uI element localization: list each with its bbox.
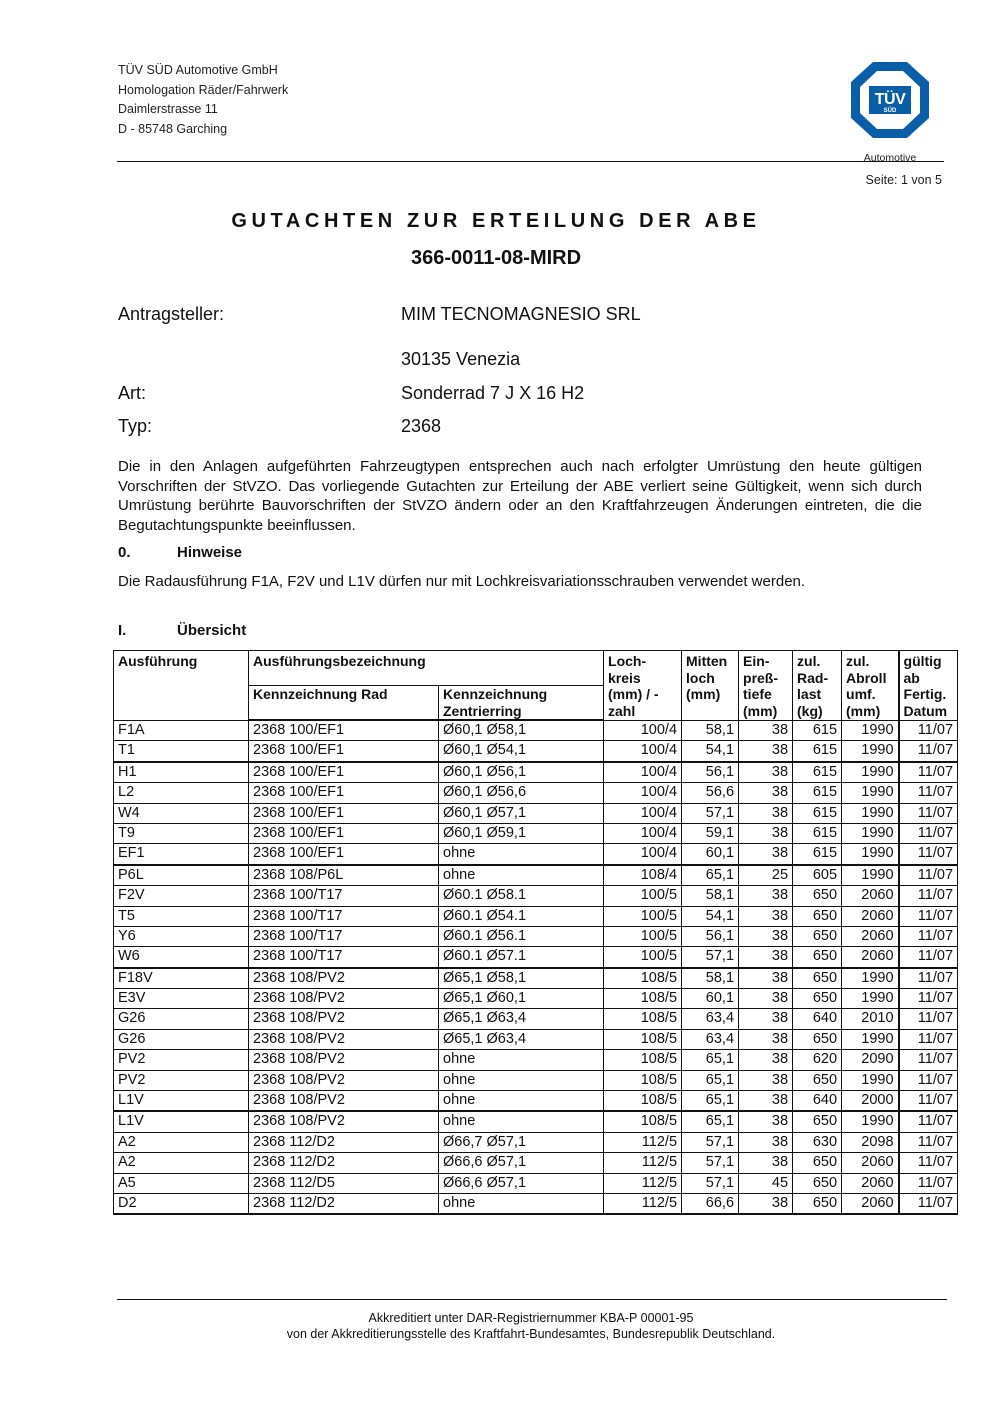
intro-paragraph: Die in den Anlagen aufgeführten Fahrzeugtypen entsprechen auch nach erfolgter Umrüstung den heute gültigen Vorschriften der StVZO. Das vorliegende Gutachten zur Erteilung der ABE verliert seine Gültigkeit, wenn sich durch Umrüstung berührte Bauvorschriften der StVZO ändern oder an den Kraftfahrzeugen Änderungen eintreten, die die Begutachtungspunkte beeinflussen. [118,458,922,534]
typ-value: 2368 [401,416,442,436]
cell-mittenloch: 58,1 [682,720,739,741]
cell-ausfuehrung: F1A [114,720,249,741]
cell-einpresstiefe: 38 [739,989,793,1009]
cell-kennzeichnung-rad: 2368 108/PV2 [249,1050,439,1070]
table-row [114,1070,958,1090]
cell-kennzeichnung-zentrierring: Ø65,1 Ø58,1 [439,968,604,989]
cell-mittenloch: 57,1 [682,1153,739,1173]
cell-mittenloch: 66,6 [682,1193,739,1214]
footer-accreditation: Akkreditiert unter DAR-Registriernummer KBA-P 00001-95 [368,1311,694,1325]
cell-abrollumfang: 1990 [842,803,899,823]
cell-mittenloch: 56,6 [682,783,739,803]
cell-einpresstiefe: 38 [739,823,793,843]
cell-lochkreis: 100/5 [604,926,682,946]
cell-einpresstiefe: 38 [739,968,793,989]
cell-abrollumfang: 1990 [842,720,899,741]
table-row [114,720,958,741]
cell-einpresstiefe: 38 [739,762,793,783]
cell-radlast: 650 [793,1153,842,1173]
cell-gueltig: 11/07 [899,1070,958,1090]
col-header-abrollumfang: zul. Abroll umf. (mm) [842,651,899,721]
cell-radlast: 650 [793,926,842,946]
cell-lochkreis: 108/5 [604,1029,682,1049]
cell-lochkreis: 108/5 [604,1050,682,1070]
cell-einpresstiefe: 38 [739,1193,793,1214]
cell-abrollumfang: 2090 [842,1050,899,1070]
address-line: TÜV SÜD Automotive GmbH [118,63,278,77]
table-row [114,1173,958,1193]
cell-kennzeichnung-rad: 2368 108/PV2 [249,968,439,989]
cell-kennzeichnung-zentrierring: Ø60.1 Ø56.1 [439,926,604,946]
cell-mittenloch: 54,1 [682,906,739,926]
cell-kennzeichnung-zentrierring: Ø66,7 Ø57,1 [439,1132,604,1152]
cell-radlast: 615 [793,803,842,823]
cell-mittenloch: 65,1 [682,1111,739,1132]
cell-abrollumfang: 1990 [842,968,899,989]
cell-radlast: 650 [793,989,842,1009]
cell-ausfuehrung: E3V [114,989,249,1009]
cell-mittenloch: 57,1 [682,1173,739,1193]
cell-radlast: 650 [793,947,842,968]
svg-text:TÜV: TÜV [874,91,906,108]
table-row [114,906,958,926]
cell-lochkreis: 108/5 [604,968,682,989]
cell-kennzeichnung-zentrierring: Ø60,1 Ø58,1 [439,720,604,741]
col-header-kennzeichnung-rad: Kennzeichnung Rad [249,686,439,721]
cell-mittenloch: 56,1 [682,926,739,946]
cell-einpresstiefe: 38 [739,720,793,741]
cell-gueltig: 11/07 [899,1132,958,1152]
cell-kennzeichnung-zentrierring: ohne [439,1091,604,1112]
table-row [114,968,958,989]
cell-radlast: 615 [793,823,842,843]
cell-kennzeichnung-rad: 2368 108/PV2 [249,989,439,1009]
cell-lochkreis: 100/4 [604,823,682,843]
cell-radlast: 650 [793,968,842,989]
cell-gueltig: 11/07 [899,741,958,762]
table-row [114,1009,958,1029]
address-line: Daimlerstrasse 11 [118,102,218,116]
cell-kennzeichnung-rad: 2368 100/EF1 [249,762,439,783]
address-line: D - 85748 Garching [118,121,228,136]
cell-einpresstiefe: 38 [739,906,793,926]
cell-mittenloch: 65,1 [682,1050,739,1070]
cell-radlast: 650 [793,1111,842,1132]
cell-ausfuehrung: PV2 [114,1050,249,1070]
cell-lochkreis: 100/4 [604,803,682,823]
table-row [114,886,958,906]
section-number: I. [118,622,127,639]
cell-einpresstiefe: 38 [739,1132,793,1152]
cell-gueltig: 11/07 [899,1173,958,1193]
section-number: 0. [118,544,131,561]
cell-abrollumfang: 2098 [842,1132,899,1152]
cell-gueltig: 11/07 [899,906,958,926]
cell-ausfuehrung: A5 [114,1173,249,1193]
table-row [114,762,958,783]
cell-mittenloch: 57,1 [682,947,739,968]
col-header-kennzeichnung-zentrierring: Kennzeichnung Zentrierring [439,686,604,721]
cell-kennzeichnung-rad: 2368 108/PV2 [249,1029,439,1049]
cell-kennzeichnung-rad: 2368 100/T17 [249,947,439,968]
cell-einpresstiefe: 38 [739,886,793,906]
cell-lochkreis: 112/5 [604,1193,682,1214]
cell-abrollumfang: 1990 [842,1111,899,1132]
cell-kennzeichnung-rad: 2368 112/D2 [249,1153,439,1173]
cell-kennzeichnung-zentrierring: Ø60.1 Ø54.1 [439,906,604,926]
cell-abrollumfang: 2060 [842,1193,899,1214]
cell-lochkreis: 112/5 [604,1132,682,1152]
document-number: 366-0011-08-MIRD [410,247,582,269]
cell-mittenloch: 57,1 [682,803,739,823]
cell-kennzeichnung-zentrierring: Ø60,1 Ø54,1 [439,741,604,762]
cell-lochkreis: 108/5 [604,1070,682,1090]
cell-lochkreis: 108/5 [604,1111,682,1132]
cell-kennzeichnung-rad: 2368 100/EF1 [249,720,439,741]
cell-lochkreis: 108/4 [604,865,682,886]
cell-radlast: 640 [793,1009,842,1029]
cell-radlast: 630 [793,1132,842,1152]
cell-gueltig: 11/07 [899,968,958,989]
cell-einpresstiefe: 38 [739,803,793,823]
cell-kennzeichnung-zentrierring: Ø65,1 Ø63,4 [439,1009,604,1029]
cell-einpresstiefe: 38 [739,1009,793,1029]
cell-ausfuehrung: T1 [114,741,249,762]
cell-gueltig: 11/07 [899,803,958,823]
cell-kennzeichnung-zentrierring: Ø65,1 Ø60,1 [439,989,604,1009]
cell-mittenloch: 56,1 [682,762,739,783]
table-row [114,1111,958,1132]
cell-lochkreis: 100/4 [604,844,682,865]
cell-ausfuehrung: H1 [114,762,249,783]
cell-kennzeichnung-zentrierring: Ø60,1 Ø59,1 [439,823,604,843]
cell-abrollumfang: 2060 [842,906,899,926]
cell-einpresstiefe: 25 [739,865,793,886]
header-divider [117,161,944,162]
art-label: Art: [118,383,147,403]
cell-abrollumfang: 1990 [842,741,899,762]
cell-abrollumfang: 2060 [842,1153,899,1173]
table-row [114,947,958,968]
cell-lochkreis: 112/5 [604,1153,682,1173]
cell-radlast: 615 [793,720,842,741]
cell-kennzeichnung-zentrierring: ohne [439,844,604,865]
typ-label: Typ: [118,416,153,436]
cell-mittenloch: 59,1 [682,823,739,843]
table-row [114,1091,958,1112]
applicant-label: Antragsteller: [118,304,225,324]
cell-radlast: 650 [793,1029,842,1049]
col-header-gueltig: gültig ab Fertig. Datum [899,651,958,721]
cell-lochkreis: 100/4 [604,762,682,783]
cell-abrollumfang: 1990 [842,1029,899,1049]
page-indicator: Seite: 1 von 5 [865,173,942,187]
cell-einpresstiefe: 38 [739,1091,793,1112]
issuer-address [118,61,288,139]
cell-radlast: 615 [793,762,842,783]
cell-abrollumfang: 1990 [842,762,899,783]
cell-kennzeichnung-zentrierring: ohne [439,1050,604,1070]
cell-einpresstiefe: 38 [739,741,793,762]
cell-einpresstiefe: 38 [739,926,793,946]
cell-kennzeichnung-rad: 2368 112/D2 [249,1132,439,1152]
svg-text:SÜD: SÜD [883,108,897,114]
cell-lochkreis: 108/5 [604,989,682,1009]
cell-radlast: 620 [793,1050,842,1070]
cell-einpresstiefe: 38 [739,783,793,803]
cell-kennzeichnung-zentrierring: Ø60,1 Ø57,1 [439,803,604,823]
cell-ausfuehrung: L1V [114,1091,249,1112]
address-line: Homologation Räder/Fahrwerk [118,82,289,97]
cell-einpresstiefe: 38 [739,1050,793,1070]
tuv-octagon-icon [848,58,932,148]
table-row [114,783,958,803]
art-value: Sonderrad 7 J X 16 H2 [401,383,585,403]
cell-ausfuehrung: L1V [114,1111,249,1132]
cell-abrollumfang: 2060 [842,886,899,906]
cell-abrollumfang: 1990 [842,989,899,1009]
cell-kennzeichnung-zentrierring: Ø60,1 Ø56,1 [439,762,604,783]
cell-kennzeichnung-zentrierring: Ø60.1 Ø58.1 [439,886,604,906]
col-header-ausfuehrung: Ausführung [114,651,249,721]
cell-ausfuehrung: P6L [114,865,249,886]
cell-kennzeichnung-zentrierring: Ø60,1 Ø56,6 [439,783,604,803]
cell-gueltig: 11/07 [899,1029,958,1049]
table-row [114,803,958,823]
cell-gueltig: 11/07 [899,844,958,865]
cell-gueltig: 11/07 [899,926,958,946]
cell-kennzeichnung-rad: 2368 108/PV2 [249,1009,439,1029]
cell-radlast: 650 [793,1070,842,1090]
cell-abrollumfang: 1990 [842,783,899,803]
cell-gueltig: 11/07 [899,947,958,968]
cell-abrollumfang: 1990 [842,865,899,886]
cell-gueltig: 11/07 [899,762,958,783]
cell-ausfuehrung: PV2 [114,1070,249,1090]
overview-table [113,650,958,1215]
col-header-lochkreis: Loch- kreis (mm) / -zahl [604,651,682,721]
cell-kennzeichnung-rad: 2368 100/T17 [249,886,439,906]
cell-einpresstiefe: 38 [739,1153,793,1173]
table-row [114,1029,958,1049]
cell-kennzeichnung-rad: 2368 100/EF1 [249,823,439,843]
cell-gueltig: 11/07 [899,1050,958,1070]
cell-lochkreis: 100/5 [604,947,682,968]
cell-kennzeichnung-rad: 2368 100/EF1 [249,783,439,803]
table-row [114,1193,958,1214]
cell-einpresstiefe: 38 [739,947,793,968]
cell-einpresstiefe: 45 [739,1173,793,1193]
table-row [114,1132,958,1152]
cell-ausfuehrung: W6 [114,947,249,968]
cell-mittenloch: 65,1 [682,865,739,886]
cell-mittenloch: 54,1 [682,741,739,762]
cell-mittenloch: 57,1 [682,1132,739,1152]
cell-abrollumfang: 1990 [842,844,899,865]
cell-ausfuehrung: Y6 [114,926,249,946]
cell-abrollumfang: 1990 [842,823,899,843]
cell-ausfuehrung: EF1 [114,844,249,865]
cell-abrollumfang: 2010 [842,1009,899,1029]
cell-radlast: 640 [793,1091,842,1112]
cell-abrollumfang: 2060 [842,1173,899,1193]
cell-lochkreis: 108/5 [604,1091,682,1112]
cell-ausfuehrung: F18V [114,968,249,989]
cell-mittenloch: 63,4 [682,1029,739,1049]
cell-lochkreis: 100/4 [604,720,682,741]
cell-radlast: 615 [793,844,842,865]
cell-einpresstiefe: 38 [739,1070,793,1090]
cell-kennzeichnung-zentrierring: ohne [439,1111,604,1132]
cell-abrollumfang: 2000 [842,1091,899,1112]
cell-abrollumfang: 1990 [842,1070,899,1090]
table-row [114,823,958,843]
cell-ausfuehrung: A2 [114,1153,249,1173]
cell-einpresstiefe: 38 [739,844,793,865]
cell-mittenloch: 58,1 [682,968,739,989]
cell-ausfuehrung: F2V [114,886,249,906]
cell-einpresstiefe: 38 [739,1111,793,1132]
cell-kennzeichnung-rad: 2368 108/P6L [249,865,439,886]
cell-radlast: 650 [793,886,842,906]
cell-kennzeichnung-rad: 2368 100/EF1 [249,844,439,865]
cell-kennzeichnung-zentrierring: Ø66,6 Ø57,1 [439,1153,604,1173]
cell-abrollumfang: 2060 [842,947,899,968]
cell-kennzeichnung-zentrierring: Ø65,1 Ø63,4 [439,1029,604,1049]
cell-kennzeichnung-rad: 2368 108/PV2 [249,1091,439,1112]
cell-kennzeichnung-rad: 2368 100/T17 [249,926,439,946]
cell-radlast: 650 [793,1173,842,1193]
cell-kennzeichnung-rad: 2368 108/PV2 [249,1070,439,1090]
table-row [114,1153,958,1173]
applicant-city: 30135 Venezia [401,349,521,369]
cell-lochkreis: 100/4 [604,783,682,803]
cell-kennzeichnung-zentrierring: ohne [439,1193,604,1214]
cell-gueltig: 11/07 [899,865,958,886]
table-row [114,844,958,865]
col-header-radlast: zul. Rad- last (kg) [793,651,842,721]
cell-gueltig: 11/07 [899,720,958,741]
cell-gueltig: 11/07 [899,783,958,803]
hinweis-text: Die Radausführung F1A, F2V und L1V dürfen nur mit Lochkreisvariationsschrauben verwendet werden. [118,573,806,590]
col-header-bezeichnung: Ausführungsbezeichnung [249,651,604,686]
table-row [114,741,958,762]
cell-lochkreis: 100/5 [604,886,682,906]
cell-ausfuehrung: D2 [114,1193,249,1214]
cell-kennzeichnung-rad: 2368 112/D5 [249,1173,439,1193]
cell-kennzeichnung-rad: 2368 100/EF1 [249,741,439,762]
cell-kennzeichnung-zentrierring: ohne [439,865,604,886]
table-row [114,926,958,946]
cell-einpresstiefe: 38 [739,1029,793,1049]
section-title-hinweise: Hinweise [177,544,243,561]
document-title: GUTACHTEN ZUR ERTEILUNG DER ABE [231,210,761,232]
footer-divider [117,1299,947,1300]
cell-gueltig: 11/07 [899,1009,958,1029]
col-header-einpresstiefe: Ein- preß- tiefe (mm) [739,651,793,721]
cell-ausfuehrung: T5 [114,906,249,926]
cell-kennzeichnung-rad: 2368 100/T17 [249,906,439,926]
cell-radlast: 650 [793,1193,842,1214]
cell-gueltig: 11/07 [899,1091,958,1112]
cell-mittenloch: 60,1 [682,989,739,1009]
table-row [114,865,958,886]
cell-radlast: 605 [793,865,842,886]
cell-kennzeichnung-rad: 2368 108/PV2 [249,1111,439,1132]
tuv-sud-logo [848,58,932,162]
cell-lochkreis: 100/4 [604,741,682,762]
cell-gueltig: 11/07 [899,1153,958,1173]
table-row [114,1050,958,1070]
cell-ausfuehrung: G26 [114,1029,249,1049]
cell-gueltig: 11/07 [899,1193,958,1214]
cell-kennzeichnung-rad: 2368 100/EF1 [249,803,439,823]
cell-ausfuehrung: L2 [114,783,249,803]
cell-kennzeichnung-zentrierring: ohne [439,1070,604,1090]
applicant-name: MIM TECNOMAGNESIO SRL [401,304,641,324]
cell-gueltig: 11/07 [899,886,958,906]
logo-caption: Automotive [863,152,917,164]
cell-lochkreis: 108/5 [604,1009,682,1029]
cell-mittenloch: 63,4 [682,1009,739,1029]
footer-authority: von der Akkreditierungsstelle des Kraftfahrt-Bundesamtes, Bundesrepublik Deutschland. [286,1327,776,1341]
cell-kennzeichnung-rad: 2368 112/D2 [249,1193,439,1214]
cell-ausfuehrung: W4 [114,803,249,823]
cell-gueltig: 11/07 [899,823,958,843]
cell-radlast: 615 [793,741,842,762]
table-row [114,989,958,1009]
col-header-mittenloch: Mitten loch (mm) [682,651,739,721]
cell-gueltig: 11/07 [899,989,958,1009]
cell-gueltig: 11/07 [899,1111,958,1132]
cell-lochkreis: 100/5 [604,906,682,926]
cell-ausfuehrung: T9 [114,823,249,843]
cell-abrollumfang: 2060 [842,926,899,946]
section-title-uebersicht: Übersicht [177,622,247,639]
cell-ausfuehrung: G26 [114,1009,249,1029]
cell-lochkreis: 112/5 [604,1173,682,1193]
cell-radlast: 650 [793,906,842,926]
cell-mittenloch: 65,1 [682,1091,739,1112]
cell-radlast: 615 [793,783,842,803]
cell-mittenloch: 58,1 [682,886,739,906]
cell-mittenloch: 65,1 [682,1070,739,1090]
cell-kennzeichnung-zentrierring: Ø60.1 Ø57.1 [439,947,604,968]
cell-mittenloch: 60,1 [682,844,739,865]
cell-kennzeichnung-zentrierring: Ø66,6 Ø57,1 [439,1173,604,1193]
cell-ausfuehrung: A2 [114,1132,249,1152]
